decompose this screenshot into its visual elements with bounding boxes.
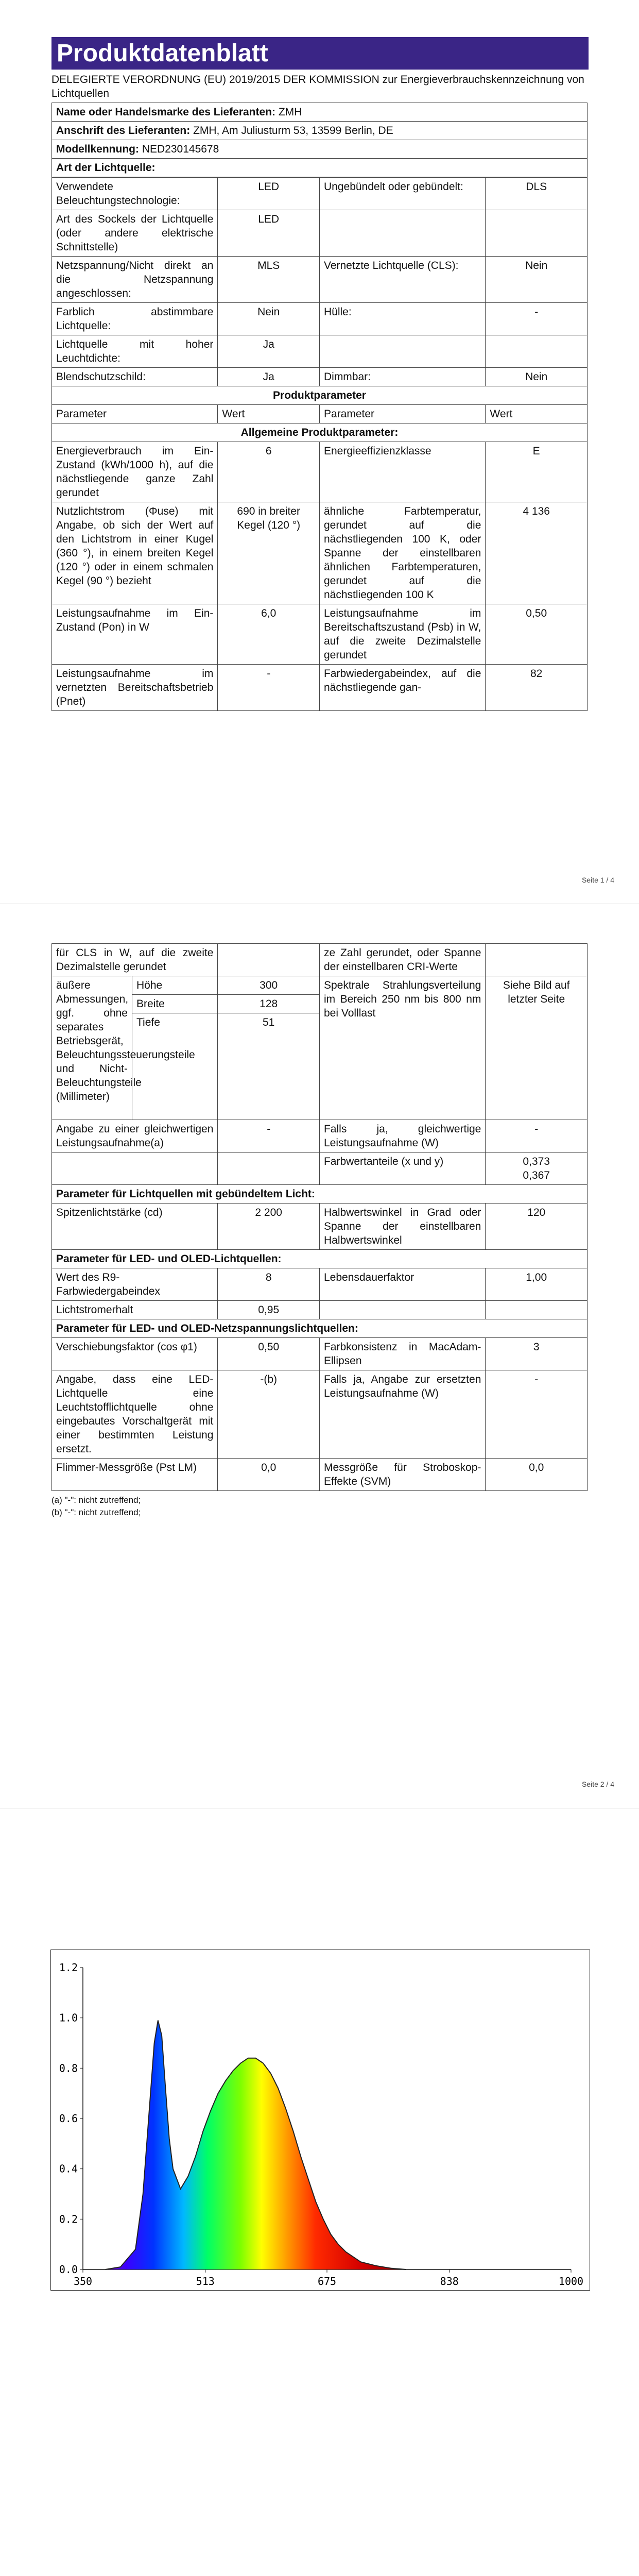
- table-row: Angabe, dass eine LED-Lichtquelle eine Leuchtstofflichtquelle ohne eingebautes Vorschaltgerät mit einer bestimmten Leistung ersetzt. -(b) Falls ja, Angabe zur ersetzten Leistungsaufnahme (W) -: [52, 1370, 588, 1459]
- mains-heading: Parameter für LED- und OLED-Netzspannungslichtquellen:: [52, 1319, 588, 1338]
- y-tick-label: 1.2: [59, 1961, 78, 1974]
- table-row: Netzspannung/Nicht direkt an die Netzspannung angeschlossen: MLS Vernetzte Lichtquelle (CLS): Nein: [52, 257, 588, 303]
- light-source-type-heading: Art der Lichtquelle:: [52, 159, 588, 177]
- table-row: Verschiebungsfaktor (cos φ1) 0,50 Farbkonsistenz in MacAdam-Ellipsen 3: [52, 1338, 588, 1370]
- table-row: Verwendete Beleuchtungstechnologie: LED Ungebündelt oder gebündelt: DLS: [52, 178, 588, 210]
- column-header-row: Parameter Wert Parameter Wert: [52, 405, 588, 423]
- table-row: Leistungsaufnahme im Ein-Zustand (Pon) in W 6,0 Leistungsaufnahme im Bereitschaftszustand (Psb) in W, auf die zweite Dezimalstelle gerundet 0,50: [52, 604, 588, 665]
- table-row: Flimmer-Messgröße (Pst LM) 0,0 Messgröße für Stroboskop-Effekte (SVM) 0,0: [52, 1459, 588, 1491]
- x-tick-label: 1000: [558, 2275, 584, 2287]
- datasheet-title: Produktdatenblatt: [51, 37, 589, 70]
- table-row: Energieverbrauch im Ein-Zustand (kWh/1000 h), auf die nächstliegende ganze Zahl gerundet 6 Energieeffizienzklasse E: [52, 442, 588, 502]
- table-row: Farbwertanteile (x und y) 0,373 0,367: [52, 1153, 588, 1185]
- supplier-address-row: Anschrift des Lieferanten: ZMH, Am Juliusturm 53, 13599 Berlin, DE: [52, 122, 588, 140]
- y-tick-label: 0.4: [59, 2162, 78, 2175]
- led-oled-heading: Parameter für LED- und OLED-Lichtquellen:: [52, 1250, 588, 1268]
- x-tick-label: 838: [440, 2275, 459, 2287]
- table-row: Spitzenlichtstärke (cd) 2 200 Halbwertswinkel in Grad oder Spanne der einstellbaren Halbwertswinkel 120: [52, 1204, 588, 1250]
- y-tick-label: 0.6: [59, 2112, 78, 2125]
- page-number: Seite 1 / 4: [581, 876, 614, 884]
- table-row: Lichtstromerhalt 0,95: [52, 1301, 588, 1319]
- general-parameters-heading: Allgemeine Produktparameter:: [52, 423, 588, 442]
- product-parameters-heading: Produktparameter: [52, 386, 588, 405]
- table-row: Angabe zu einer gleichwertigen Leistungsaufnahme(a) - Falls ja, gleichwertige Leistungsaufnahme (W) -: [52, 1120, 588, 1153]
- spectrum-svg: [51, 1950, 590, 2290]
- table-row: Lichtquelle mit hoher Leuchtdichte: Ja: [52, 335, 588, 368]
- supplier-name-row: Name oder Handelsmarke des Lieferanten: ZMH: [52, 103, 588, 122]
- x-tick-label: 513: [196, 2275, 215, 2287]
- table-row: Tiefe 51: [52, 1013, 588, 1120]
- table-row: Wert des R9-Farbwiedergabeindex 8 Lebensdauerfaktor 1,00: [52, 1268, 588, 1301]
- regulation-text: DELEGIERTE VERORDNUNG (EU) 2019/2015 DER KOMMISSION zur Energieverbrauchskennzeichnung von Lichtquellen: [51, 74, 584, 99]
- table-row: Farblich abstimmbare Lichtquelle: Nein Hülle: -: [52, 303, 588, 335]
- parameters-table-continued: [51, 943, 588, 1491]
- page-number: Seite 2 / 4: [581, 1780, 614, 1788]
- chromaticity-y: 0,367: [523, 1170, 550, 1181]
- dimensions-label: äußere Abmessungen, ggf. ohne separates Betriebsgerät, Beleuchtungssteuerungsteile und Nicht-Beleuchtungsteile (Millimeter): [52, 976, 132, 1120]
- table-row: für CLS in W, auf die zweite Dezimalstelle gerundet ze Zahl gerundet, oder Spanne der einstellbaren CRI-Werte: [52, 944, 588, 976]
- table-row: Breite 128: [52, 995, 588, 1013]
- table-row: äußere Abmessungen, ggf. ohne separates Betriebsgerät, Beleuchtungssteuerungsteile und Nicht-Beleuchtungsteile (Millimeter) Höhe 300 Spektrale Strahlungsverteilung im Bereich 250 nm bis 800 nm bei Volllast Siehe Bild auf letzter Seite: [52, 976, 588, 995]
- y-tick-label: 0.2: [59, 2213, 78, 2226]
- light-source-table: [51, 177, 588, 711]
- page-2: [0, 904, 639, 1808]
- y-tick-label: 0.8: [59, 2062, 78, 2075]
- x-tick-label: 675: [317, 2275, 337, 2287]
- chromaticity-x: 0,373: [523, 1156, 550, 1167]
- model-row: Modellkennung: NED230145678: [52, 140, 588, 159]
- footnote-b: (b) "-": nicht zutreffend;: [51, 1507, 141, 1517]
- y-tick-label: 1.0: [59, 2011, 78, 2024]
- footnote-a: (a) "-": nicht zutreffend;: [51, 1495, 141, 1505]
- spectrum-chart: [50, 1950, 590, 2291]
- supplier-table: [51, 103, 588, 177]
- x-tick-label: 350: [73, 2275, 93, 2287]
- y-tick-label: 0.0: [59, 2263, 78, 2276]
- directional-heading: Parameter für Lichtquellen mit gebündeltem Licht:: [52, 1185, 588, 1204]
- table-row: Nutzlichtstrom (Φuse) mit Angabe, ob sich der Wert auf den Lichtstrom in einer Kugel (360 °), in einem breiten Kegel (120 °) oder in einem schmalen Kegel (90 °) bezieht 690 in breiter Kegel (120 °) ähnliche Farbtemperatur, gerundet auf die nächstliegenden 100 K, oder Spanne der einstellbaren ähnlichen Farbtemperaturen, gerundet auf die nächstliegenden 100 K 4 136: [52, 502, 588, 604]
- table-row: Blendschutzschild: Ja Dimmbar: Nein: [52, 368, 588, 386]
- page-1: [0, 0, 639, 904]
- table-row: Leistungsaufnahme im vernetzten Bereitschaftsbetrieb (Pnet) - Farbwiedergabeindex, auf die nächstliegende gan- 82: [52, 665, 588, 711]
- chart-series: [106, 2021, 406, 2270]
- table-row: Art des Sockels der Lichtquelle (oder andere elektrische Schnittstelle) LED: [52, 210, 588, 257]
